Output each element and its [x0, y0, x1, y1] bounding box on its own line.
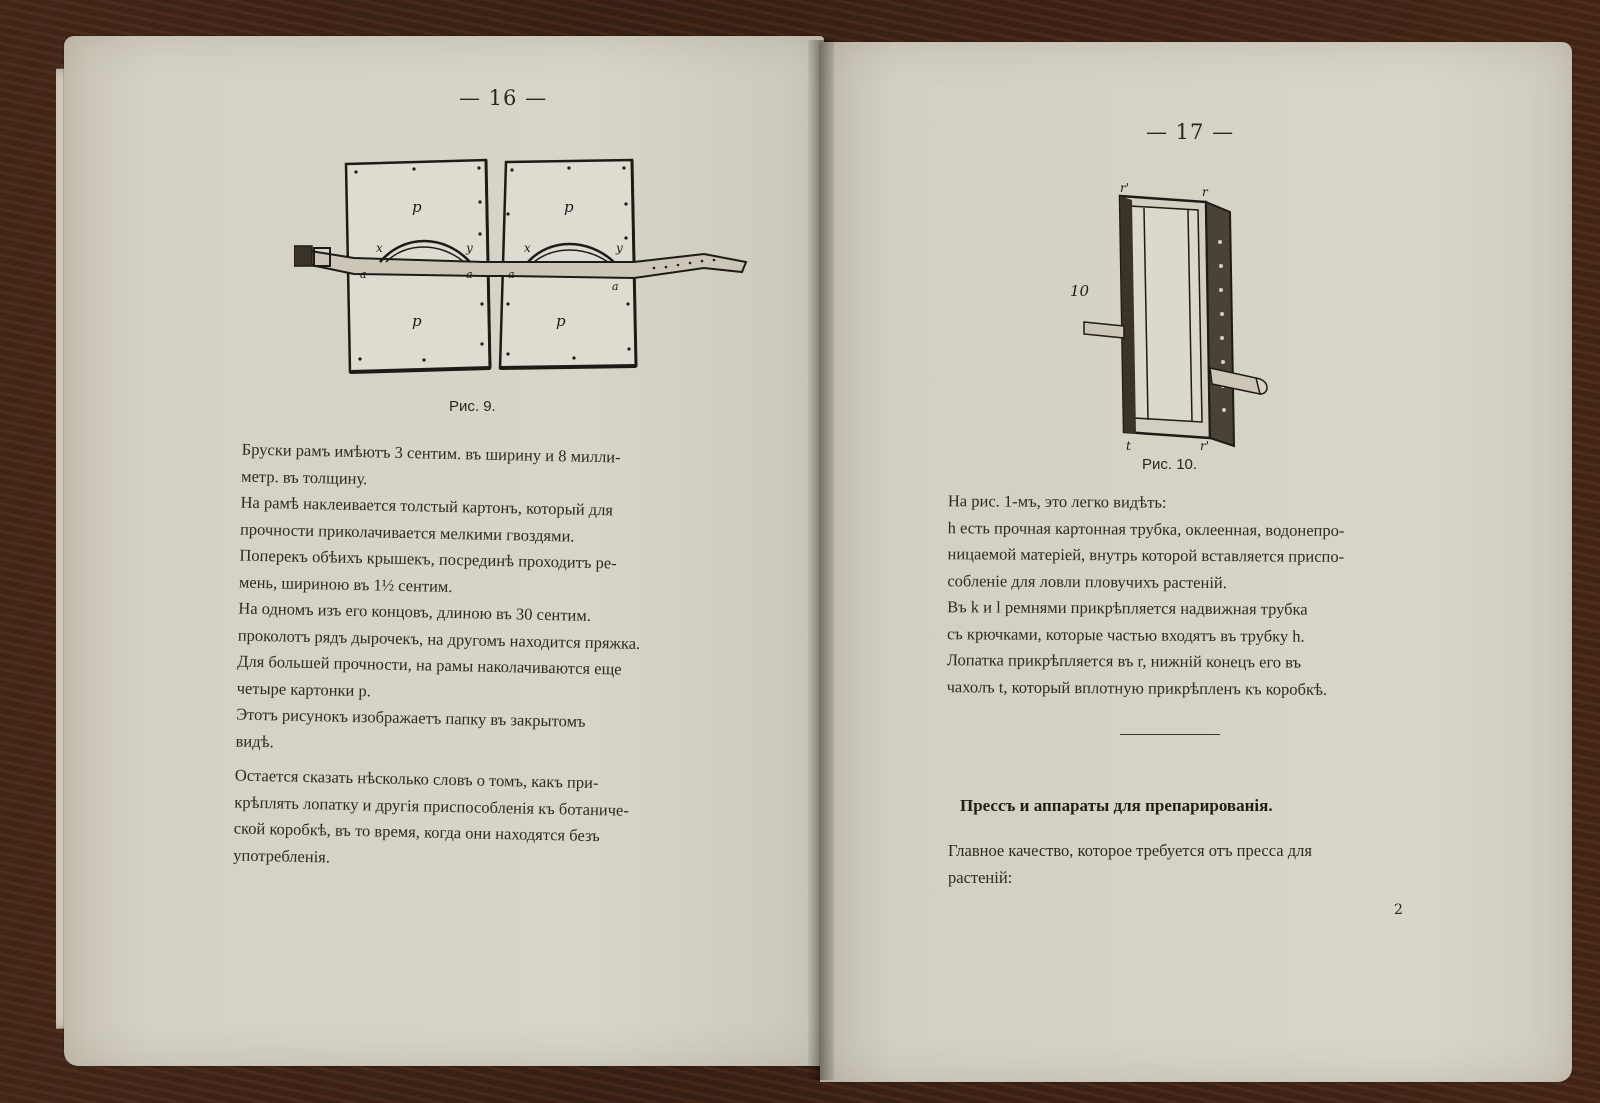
- label-x-left: x: [376, 241, 383, 255]
- figure-10-caption: Рис. 10.: [1142, 456, 1198, 473]
- text-line: крѣплять лопатку и другія приспособленія къ ботаниче-: [234, 792, 630, 820]
- right-paragraph-1: [920, 488, 1440, 518]
- right-page: [820, 42, 1572, 1082]
- text-line: четыре картонки p.: [236, 678, 372, 700]
- label-r-prime-top: r': [1120, 182, 1130, 195]
- text-line: Бруски рамъ имѣютъ 3 сентим. въ ширину и 8 милли-: [241, 439, 621, 467]
- label-p-bottom-right: p: [556, 312, 566, 330]
- text-line: проколотъ рядъ дырочекъ, на другомъ находится пряжка.: [237, 625, 641, 653]
- text-line: На рис. 1-мъ, это легко видѣть:: [947, 491, 1167, 512]
- text-line: Остается сказать нѣсколько словъ о томъ, какъ при-: [234, 765, 599, 793]
- right-page-body-text: [919, 488, 1440, 704]
- left-paragraph-7: [205, 762, 797, 880]
- label-t-bottom: t: [1126, 439, 1131, 452]
- page-number-left: — 16 —: [459, 86, 548, 110]
- text-line: прочности приколачивается мелкими гвоздями.: [239, 519, 575, 546]
- text-line: На рамѣ наклеивается толстый картонъ, который для: [240, 492, 614, 520]
- page-number-right: — 17 —: [1146, 120, 1235, 144]
- label-r-prime-bottom: r': [1200, 439, 1210, 452]
- left-page-body-text: [205, 436, 804, 880]
- label-p-bottom-left: p: [412, 312, 422, 330]
- label-y-left: y: [466, 241, 473, 255]
- section-divider-rule: [1120, 734, 1220, 735]
- label-p-top-left: p: [412, 198, 422, 216]
- figure-9-caption: Рис. 9.: [449, 398, 496, 415]
- text-line: метр. въ толщину.: [240, 466, 368, 488]
- text-line: употребленія.: [233, 844, 331, 867]
- label-a-4: a: [612, 280, 619, 293]
- label-a-1: a: [360, 268, 367, 281]
- right-paragraph-3: [919, 594, 1439, 651]
- figure-9-folder-illustration: [294, 154, 774, 384]
- right-paragraph-4: [919, 647, 1439, 704]
- text-line: Лопатка прикрѣпляется въ r, нижній конецъ его въ: [946, 650, 1302, 672]
- label-y-right: y: [616, 241, 623, 255]
- text-line: мень, шириною въ 1½ сентим.: [238, 572, 453, 596]
- section-heading: Прессъ и аппараты для препарированія.: [960, 796, 1273, 815]
- text-line: h есть прочная картонная трубка, оклеенная, водонепро-: [947, 517, 1345, 540]
- text-line: Для большей прочности, на рамы наколачиваются еще: [237, 651, 622, 679]
- text-line: Главное качество, которое требуется отъ пресса для: [948, 841, 1312, 860]
- text-line: чахолъ t, который вплотную прикрѣпленъ къ коробкѣ.: [946, 676, 1328, 699]
- right-paragraph-2: [919, 514, 1440, 597]
- text-line: собленіе для ловли пловучихъ растеній.: [947, 570, 1227, 592]
- label-a-2: a: [466, 268, 473, 281]
- text-line: Поперекъ обѣихъ крышекъ, посрединѣ проходитъ ре-: [239, 545, 617, 573]
- text-line: видѣ.: [235, 731, 274, 751]
- right-paragraph-final: [920, 838, 1440, 891]
- label-p-top-right: p: [564, 198, 574, 216]
- text-line: На одномъ изъ его концовъ, длиною въ 30 сентим.: [238, 598, 592, 625]
- left-paragraph-6: [207, 701, 798, 766]
- signature-mark: 2: [1394, 902, 1403, 918]
- left-page: [64, 36, 824, 1066]
- text-line: растеній:: [948, 867, 1013, 887]
- text-line: ской коробкѣ, въ то время, когда они находятся безъ: [233, 818, 600, 846]
- figure-10-number-label: 10: [1070, 282, 1090, 300]
- label-a-3: a: [508, 268, 515, 281]
- figure-10-tube-illustration: [1070, 182, 1280, 452]
- label-x-right: x: [524, 241, 531, 255]
- book-gutter: [808, 40, 834, 1080]
- text-line: съ крючками, которые частью входятъ въ трубку h.: [946, 623, 1305, 646]
- text-line: ницаемой матеріей, внутрь которой вставляется приспо-: [947, 544, 1345, 566]
- text-line: Въ k и l ремнями прикрѣпляется надвижная трубка: [947, 597, 1308, 619]
- label-r-top: r: [1202, 185, 1208, 199]
- right-page-final-text: [920, 838, 1440, 891]
- text-line: Этотъ рисунокъ изображаетъ папку въ закрытомъ: [235, 704, 586, 731]
